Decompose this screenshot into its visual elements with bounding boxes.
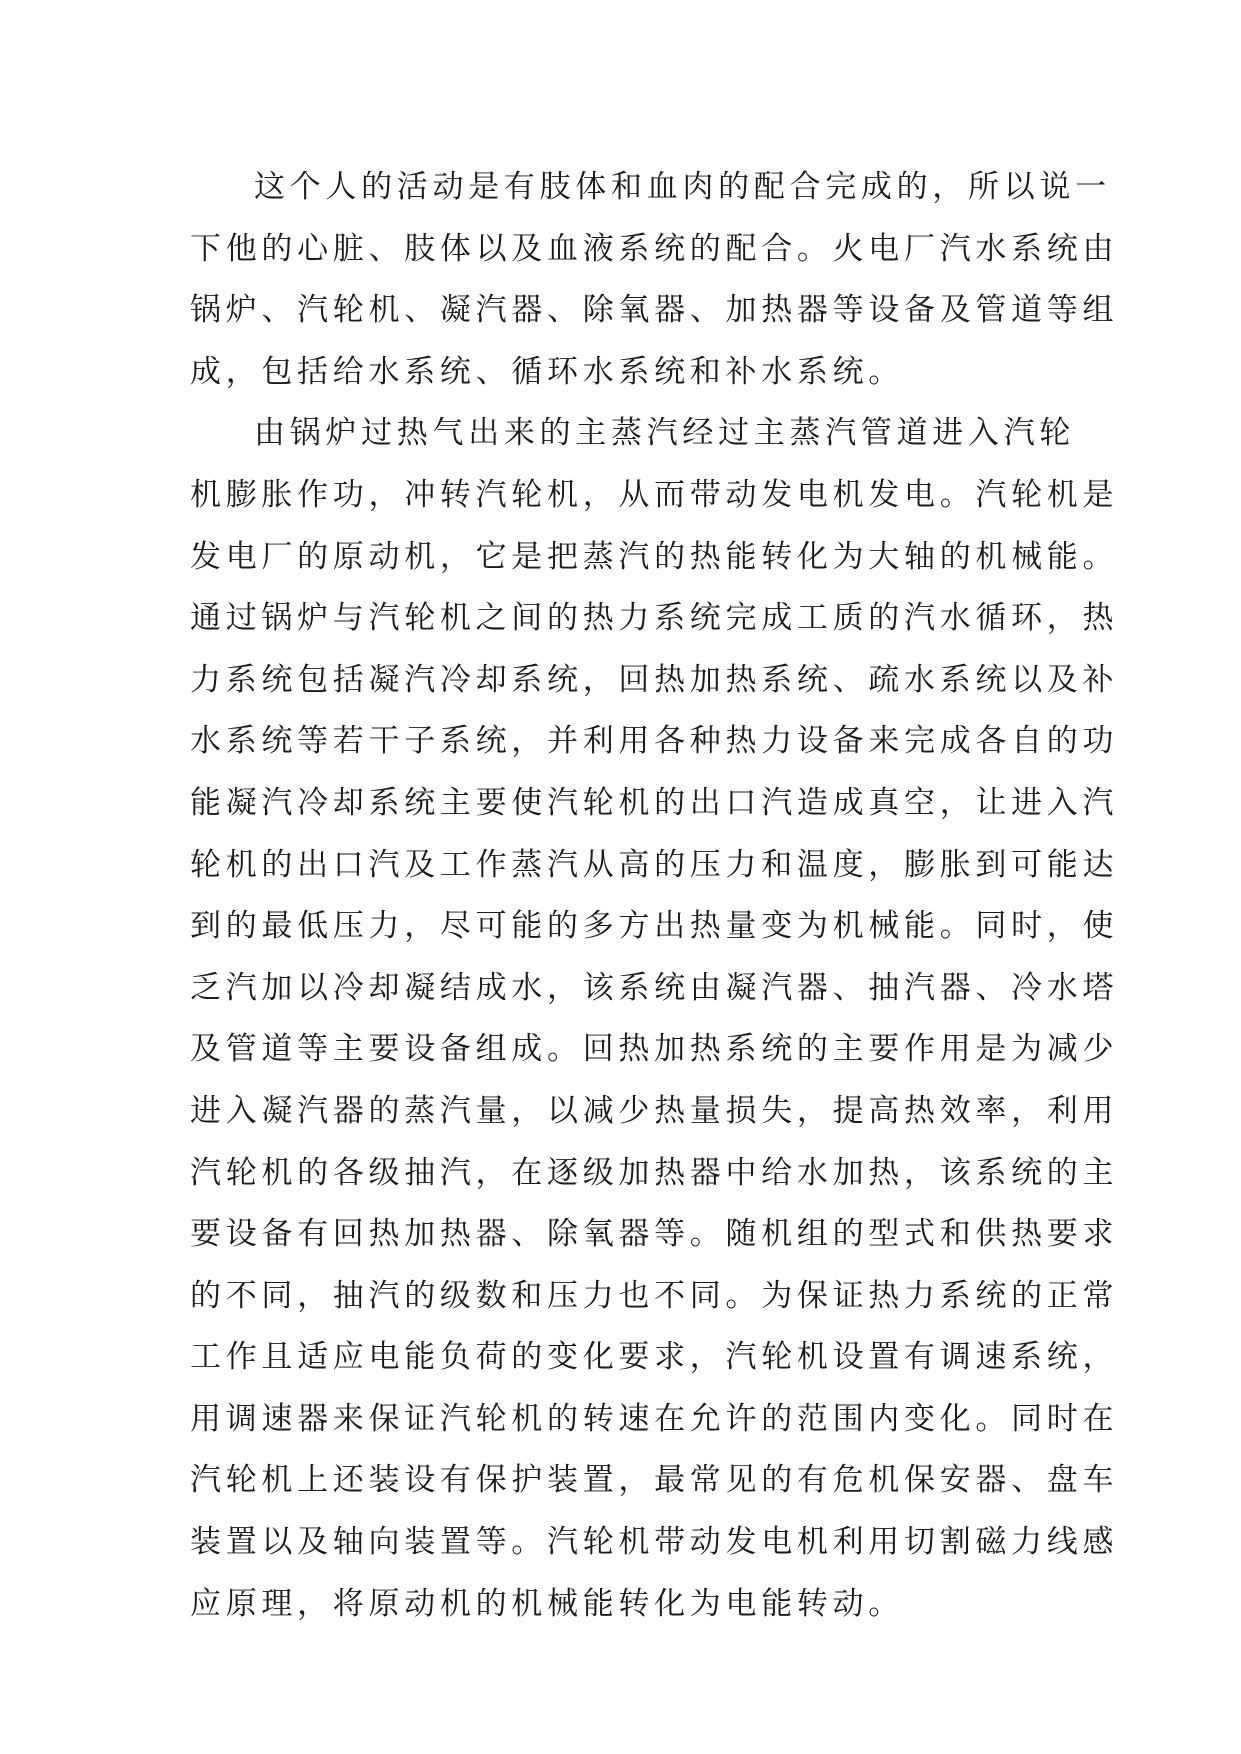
text-line: 能凝汽冷却系统主要使汽轮机的出口汽造成真空，让进入汽 — [190, 784, 1119, 821]
text-line: 乏汽加以冷却凝结成水，该系统由凝汽器、抽汽器、冷水塔 — [190, 969, 1119, 1006]
text-line: 应原理，将原动机的机械能转化为电能转动。 — [190, 1585, 904, 1622]
text-line: 进入凝汽器的蒸汽量，以减少热量损失，提高热效率，利用 — [190, 1092, 1119, 1129]
text-line: 及管道等主要设备组成。回热加热系统的主要作用是为减少 — [190, 1031, 1119, 1068]
text-line: 下他的心脏、肢体以及血液系统的配合。火电厂汽水系统由 — [190, 230, 1119, 267]
text-line: 发电厂的原动机，它是把蒸汽的热能转化为大轴的机械能。 — [190, 538, 1119, 575]
text-line: 通过锅炉与汽轮机之间的热力系统完成工质的汽水循环，热 — [190, 600, 1119, 637]
text-line: 到的最低压力，尽可能的多方出热量变为机械能。同时，使 — [190, 908, 1119, 945]
text-line: 用调速器来保证汽轮机的转速在允许的范围内变化。同时在 — [190, 1400, 1119, 1437]
text-line: 汽轮机上还装设有保护装置，最常见的有危机保安器、盘车 — [190, 1462, 1119, 1499]
text-line: 由锅炉过热气出来的主蒸汽经过主蒸汽管道进入汽轮 — [254, 415, 1076, 452]
text-line: 轮机的出口汽及工作蒸汽从高的压力和温度，膨胀到可能达 — [190, 846, 1119, 883]
text-line: 这个人的活动是有肢体和血肉的配合完成的，所以说一 — [254, 169, 1111, 205]
text-line: 机膨胀作功，冲转汽轮机，从而带动发电机发电。汽轮机是 — [190, 476, 1119, 513]
text-line: 汽轮机的各级抽汽，在逐级加热器中给水加热，该系统的主 — [190, 1154, 1119, 1191]
text-line: 要设备有回热加热器、除氧器等。随机组的型式和供热要求 — [190, 1216, 1119, 1253]
text-line: 水系统等若干子系统，并利用各种热力设备来完成各自的功 — [190, 723, 1119, 760]
text-line: 装置以及轴向装置等。汽轮机带动发电机利用切割磁力线感 — [190, 1524, 1119, 1561]
text-line: 的不同，抽汽的级数和压力也不同。为保证热力系统的正常 — [190, 1277, 1119, 1314]
text-line: 力系统包括凝汽冷却系统，回热加热系统、疏水系统以及补 — [190, 661, 1119, 698]
text-line: 工作且适应电能负荷的变化要求，汽轮机设置有调速系统， — [190, 1339, 1119, 1376]
text-line: 成，包括给水系统、循环水系统和补水系统。 — [190, 353, 904, 390]
text-line: 锅炉、汽轮机、凝汽器、除氧器、加热器等设备及管道等组 — [190, 292, 1119, 329]
body-text — [190, 157, 1119, 1635]
